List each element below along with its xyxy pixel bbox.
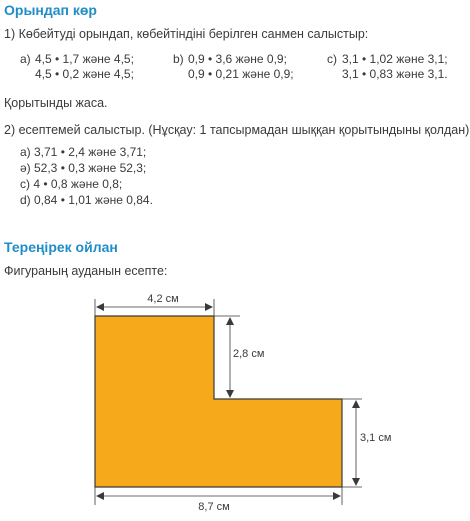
task2-item-b: ә) 52,3 • 0,3 және 52,3; (20, 161, 147, 175)
task1-col-c-label: c) (327, 52, 337, 66)
task1-c-line1: 3,1 • 1,02 және 3,1; (342, 52, 448, 66)
task1-col-b-label: b) (173, 52, 184, 66)
task1-instruction: 1) Көбейтуді орындап, көбейтіндіні берілген санмен салыстыр: (4, 27, 369, 41)
figure-prompt: Фигураның ауданын есепте: (4, 264, 168, 278)
task1-b-line1: 0,9 • 3,6 және 0,9; (188, 52, 287, 66)
top-width-label: 4,2 см (147, 293, 179, 305)
task1-col-a-label: a) (20, 52, 31, 66)
section-title-try: Орындап көр (4, 2, 97, 18)
l-shape (95, 316, 342, 487)
task2-item-c: c) 4 • 0,8 және 0,8; (20, 177, 123, 191)
task1-a-line1: 4,5 • 1,7 және 4,5; (35, 52, 134, 66)
conclusion-text: Қорытынды жаса. (4, 96, 108, 110)
task1-a-line2: 4,5 • 0,2 және 4,5; (35, 67, 134, 81)
task2-instruction: 2) есептемей салыстыр. (Нұсқау: 1 тапсырмадан шыққан қорытындыны қолдан) (4, 123, 470, 137)
task1-b-line2: 0,9 • 0,21 және 0,9; (188, 67, 294, 81)
task2-item-a: a) 3,71 • 2,4 және 3,71; (20, 145, 147, 159)
section-title-think-deeper: Тереңірек ойлан (4, 239, 118, 255)
right-height-label: 3,1 см (360, 432, 392, 444)
task1-c-line2: 3,1 • 0,83 және 3,1. (342, 67, 448, 81)
inner-height-label: 2,8 см (233, 348, 265, 360)
bottom-width-label: 8,7 см (198, 501, 230, 513)
task2-item-d: d) 0,84 • 1,01 және 0,84. (20, 193, 153, 207)
